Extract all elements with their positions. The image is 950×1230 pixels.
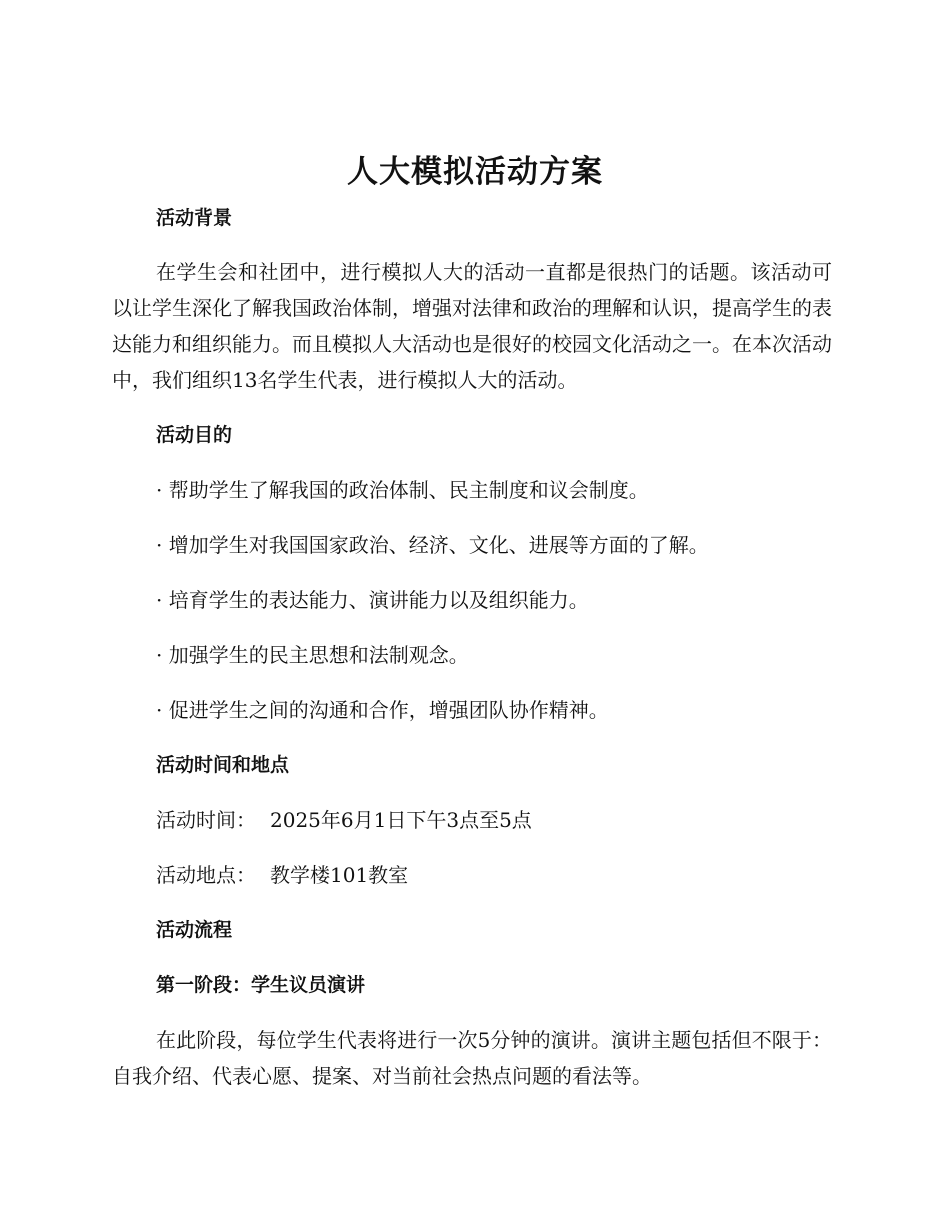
purpose-item: · 加强学生的民主思想和法制观念。 (156, 643, 469, 667)
section-heading-purpose: 活动目的 (156, 424, 233, 446)
section-heading-background: 活动背景 (156, 207, 233, 229)
purpose-item: · 帮助学生了解我国的政治体制、民主制度和议会制度。 (156, 478, 649, 502)
section-heading-time-place: 活动时间和地点 (156, 754, 290, 776)
stage1-paragraph: 在此阶段，每位学生代表将进行一次5分钟的演讲。演讲主题包括但不限于：自我介绍、代表心愿、提案、对当前社会热点问题的看法等。 (112, 1028, 832, 1088)
document-body (112, 200, 832, 1094)
purpose-item: · 促进学生之间的沟通和合作，增强团队协作精神。 (156, 698, 609, 722)
activity-time-value: 2025年6月1日下午3点至5点 (270, 808, 532, 832)
activity-place-label: 活动地点： (156, 863, 256, 887)
purpose-item: · 培育学生的表达能力、演讲能力以及组织能力。 (156, 588, 589, 612)
activity-place-value: 教学楼101教室 (270, 863, 409, 887)
activity-time-label: 活动时间： (156, 808, 256, 832)
section-heading-process: 活动流程 (156, 919, 233, 941)
stage1-heading: 第一阶段：学生议员演讲 (156, 974, 366, 996)
document-title: 人大模拟活动方案 (347, 154, 603, 190)
purpose-item: · 增加学生对我国国家政治、经济、文化、进展等方面的了解。 (156, 533, 709, 557)
activity-time-line (112, 802, 832, 838)
activity-place-line (112, 857, 832, 893)
background-paragraph: 在学生会和社团中，进行模拟人大的活动一直都是很热门的话题。该活动可以让学生深化了解我国政治体制，增强对法律和政治的理解和认识，提高学生的表达能力和组织能力。而且模拟人大活动也是很好的校园文化活动之一。在本次活动中，我们组织13名学生代表，进行模拟人大的活动。 (112, 260, 832, 392)
